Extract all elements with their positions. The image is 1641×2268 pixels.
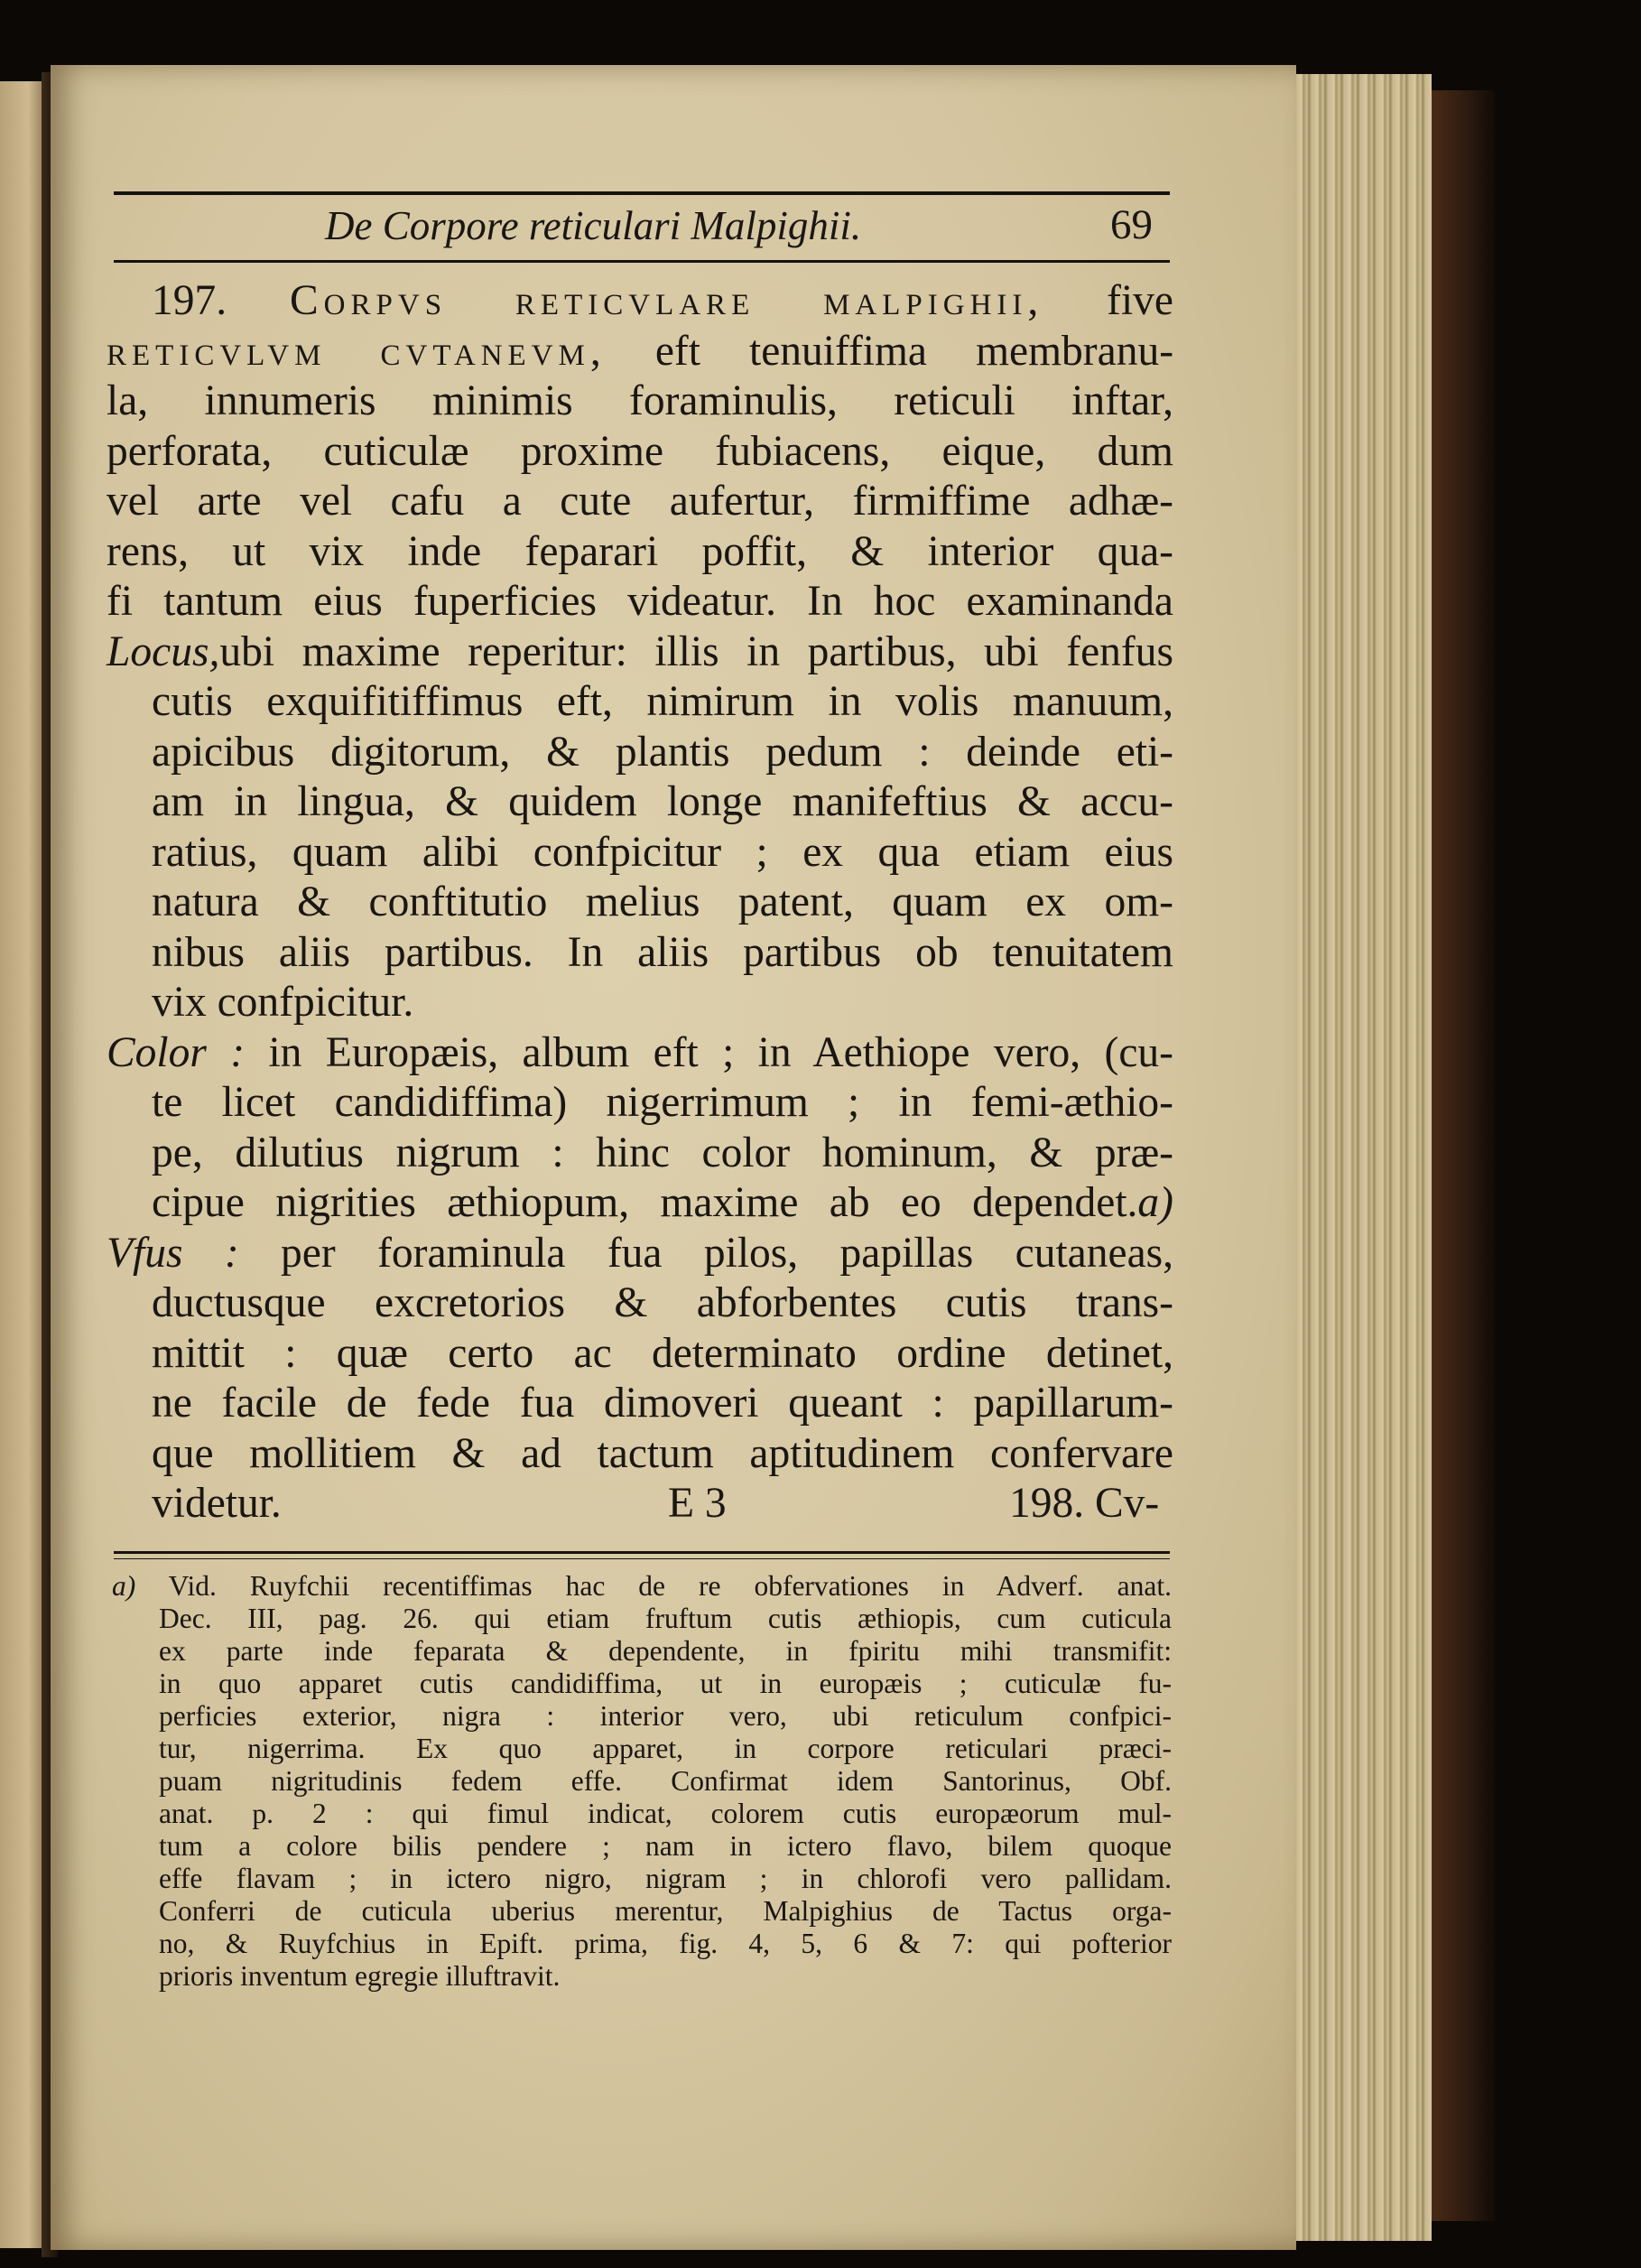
body-line: am in lingua, & quidem longe manifeftius & accu- [152, 778, 1173, 825]
footnote-line: Conferri de cuticula uberius merentur, Malpighius de Tactus orga- [159, 1895, 1172, 1927]
footnote-marker: a) [112, 1570, 136, 1602]
section-label-usus: Vfus : [107, 1230, 239, 1277]
page-number: 69 [1110, 201, 1153, 248]
footnote-text: Vid. Ruyfchii recentiffimas hac de re obfervationes in Adverf. anat. [168, 1570, 1172, 1602]
running-header-title: De Corpore reticulari Malpighii. [325, 203, 862, 248]
paragraph-number: 197. [152, 277, 227, 324]
body-line: ductusque excretorios & abforbentes cutis trans- [152, 1279, 1173, 1326]
footnote-line: Dec. III, pag. 26. qui etiam fruftum cutis æthiopis, cum cuticula [159, 1603, 1172, 1634]
body-line: vel arte vel cafu a cute aufertur, firmiffime adhæ- [107, 478, 1173, 525]
footnote-line: prioris inventum egregie illuftravit. [159, 1960, 561, 1992]
book-cover-edge [1432, 90, 1495, 2221]
footnote-line: tur, nigerrima. Ex quo apparet, in corpore reticulari præci- [159, 1733, 1172, 1764]
catchword: 198. Cv- [1009, 1480, 1160, 1527]
footnote-line: perficies exterior, nigra : interior vero, ubi reticulum confpici- [159, 1700, 1172, 1732]
body-line: ratius, quam alibi confpicitur ; ex qua etiam eius [152, 829, 1173, 876]
body-line: mittit : quæ certo ac determinato ordine detinet, [152, 1330, 1173, 1377]
body-line [152, 1179, 1173, 1226]
footnote-line: ex parte inde feparata & dependente, in fpiritu mihi transmifit: [159, 1635, 1172, 1667]
body-line: perforata, cuticulæ proxime fubiacens, eique, dum [107, 428, 1173, 475]
section-label-locus: Locus, [107, 628, 220, 675]
body-line: vix confpicitur. [152, 979, 414, 1026]
body-line: la, innumeris minimis foraminulis, reticuli inftar, [107, 377, 1173, 424]
body-text: per foraminula fua pilos, papillas cutaneas, [281, 1230, 1174, 1277]
body-line [107, 1232, 1173, 1276]
body-line: videtur. [152, 1480, 282, 1527]
body-line [107, 330, 1173, 374]
footnote-line: tum a colore bilis pendere ; nam in ictero flavo, bilem quoque [159, 1830, 1172, 1862]
section-label-color: Color : [107, 1029, 246, 1076]
heading-continuation: reticvlvm cvtanevm, [107, 328, 607, 375]
header-rule-top [114, 191, 1170, 195]
footnote-line: effe flavam ; in ictero nigro, nigram ; in chlorofi vero pallidam. [159, 1863, 1172, 1894]
body-line: apicibus digitorum, & plantis pedum : deinde eti- [152, 729, 1173, 776]
body-line [152, 277, 1173, 324]
body-text: ubi maxime reperitur: illis in partibus, ubi fenfus [219, 628, 1173, 675]
body-line: te licet candidiffima) nigerrimum ; in femi-æthio- [152, 1079, 1173, 1126]
body-line: nibus aliis partibus. In aliis partibus ob tenuitatem [152, 929, 1173, 976]
footnote-rule [114, 1551, 1170, 1554]
facing-page-edge [0, 81, 47, 2248]
footnote-line [112, 1572, 1172, 1601]
body-text: cipue nigrities æthiopum, maxime ab eo dependet. [152, 1179, 1138, 1226]
body-line [107, 1029, 1174, 1076]
body-line: que mollitiem & ad tactum aptitudinem confervare [152, 1430, 1173, 1477]
footnote-reference: a) [1137, 1179, 1173, 1226]
body-line [107, 628, 1173, 675]
body-line: rens, ut vix inde feparari poffit, & interior qua- [107, 528, 1173, 575]
signature-mark: E 3 [668, 1480, 727, 1527]
page-edges [1296, 74, 1432, 2241]
footnote-line: in quo apparet cutis candidiffima, ut in europæis ; cuticulæ fu- [159, 1668, 1172, 1699]
footnote-line: anat. p. 2 : qui fimul indicat, colorem cutis europæorum mul- [159, 1798, 1172, 1829]
body-line: ne facile de fede fua dimoveri queant : papillarum- [152, 1380, 1173, 1427]
body-text: eft tenuiffima membranu- [654, 328, 1174, 375]
body-line: pe, dilutius nigrum : hinc color hominum, & præ- [152, 1129, 1173, 1176]
body-line: fi tantum eius fuperficies videatur. In hoc examinanda [107, 578, 1173, 625]
body-text: in Europæis, album eft ; in Aethiope vero, (cu- [268, 1029, 1174, 1076]
body-line: cutis exquifitiffimus eft, nimirum in volis manuum, [152, 678, 1173, 725]
header-rule-bottom [114, 260, 1170, 263]
body-line: natura & conftitutio melius patent, quam ex om- [152, 878, 1173, 925]
footnote-line: puam nigritudinis fedem effe. Confirmat idem Santorinus, Obf. [159, 1765, 1172, 1797]
footnote-line: no, & Ruyfchius in Epift. prima, fig. 4, 5, 6 & 7: qui pofterior [159, 1928, 1172, 1959]
paragraph-heading: Corpvs reticvlare malpighii, [289, 277, 1044, 324]
body-text: five [1107, 277, 1173, 324]
footnote-rule-thin [114, 1558, 1170, 1559]
